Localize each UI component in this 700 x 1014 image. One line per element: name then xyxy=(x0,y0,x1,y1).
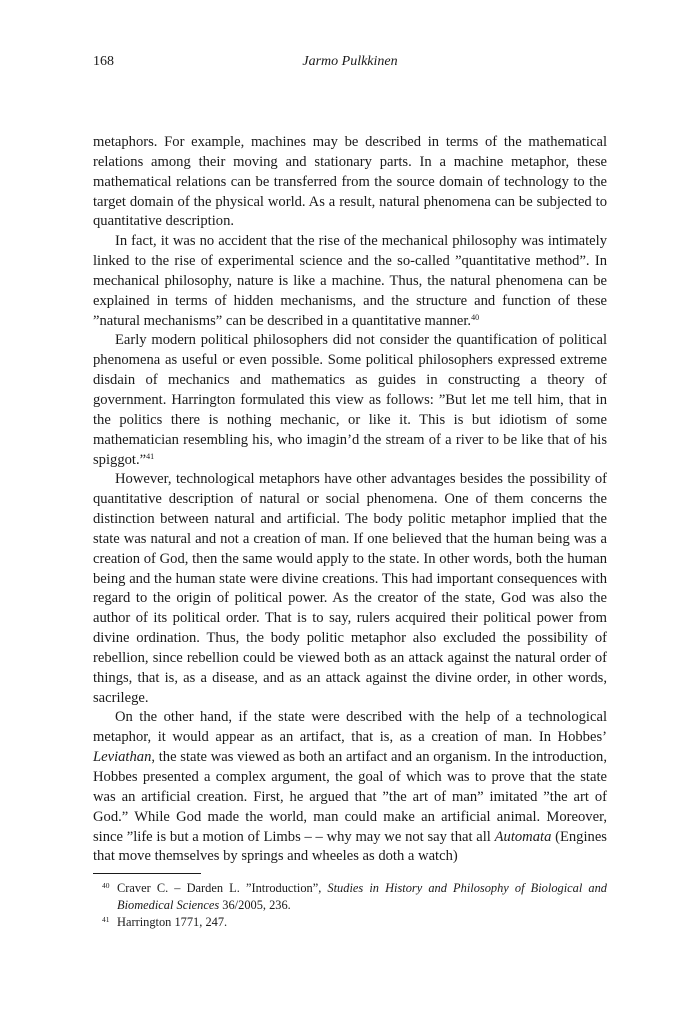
footnote-number: 40 xyxy=(102,881,110,890)
footnote-ref-41[interactable]: 41 xyxy=(146,451,155,461)
footnote-41: 41 Harrington 1771, 247. xyxy=(102,915,228,929)
footnote-rule xyxy=(93,873,201,874)
paragraph-3: Early modern political philosophers did not consider the quantification of political phenomena as useful or even possible. Some political philosophers expressed extreme disdain of mechanics and mathematics as guides in constructing a theory of government. Harrington formulated this view as follows: ”But let me tell him, that in the politics there is nothing mechanic, or like it. This is but idiotism of some mathematician resembling his, who imagin’d the stream of a river to be like that of his spiggot.”$^{41}$ xyxy=(93,332,607,468)
page-header xyxy=(93,54,607,74)
page-number: 168 xyxy=(93,54,114,69)
footnote-number: 41 xyxy=(102,915,110,924)
running-head: Jarmo Pulkkinen xyxy=(302,54,398,69)
footnote-ref-40[interactable]: 40 xyxy=(471,312,480,322)
footnote-40: 40 Craver C. – Darden L. ”Introduction”, Studies in History and Philosophy of Biological and Biomedical Sciences 36/2005, 236. xyxy=(102,881,607,912)
paragraph-1: metaphors. For example, machines may be described in terms of the mathematical relations among their moving and stationary parts. In a machine metaphor, these mathematical relations can be transferred from the source domain of technology to the target domain of the physical world. As a result, natural phenomena can be subjected to quantitative description. xyxy=(93,134,607,230)
term-automata: Automata xyxy=(494,828,552,845)
body-text xyxy=(93,133,607,867)
footnotes xyxy=(93,880,607,931)
paragraph-2: In fact, it was no accident that the rise of the mechanical philosophy was intimately linked to the rise of experimental science and the so-called ”quantitative method”. In mechanical philosophy, nature is like a machine. Thus, the natural phenomena can be explained in terms of hidden mechanisms, and the structure and function of these ”natural mechanisms” can be described in a quantitative manner.$^{40}$ xyxy=(93,233,607,329)
title-leviathan: Leviathan xyxy=(93,749,152,766)
paragraph-4: However, technological metaphors have other advantages besides the possibility of quantitative description of natural or social phenomena. One of them concerns the distinction between natural and artificial. The body politic metaphor implied that the state was natural and not a creation of man. If one believed that the human being was a creation of God, then the same would apply to the state. In other words, both the human being and the human state were divine creations. This had important consequences with regard to the origin of political power. As the creator of the state, God was also the author of its political order. That is to say, rulers acquired their political power from divine ordination. Thus, the body politic metaphor also excluded the possibility of rebellion, since rebellion could be viewed both as an attack against the natural order of things, that is, as a disease, and as an attack against the divine order, in other words, sacrilege. xyxy=(93,471,607,706)
paragraph-5: On the other hand, if the state were described with the help of a technological metaphor, it would appear as an artifact, that is, as a creation of man. In Hobbes’ Leviathan, the state was viewed as both an artifact and an organism. In the introduction, Hobbes presented a complex argument, the goal of which was to prove that the state was an artificial creation. First, he argued that ”the art of man” imitated ”the art of God.” While God made the world, man could make an artificial animal. Moreover, since ”life is but a motion of Limbs – – why may we not say that all Automata (Engines that move themselves by springs and wheeles as doth a watch) xyxy=(93,709,607,865)
